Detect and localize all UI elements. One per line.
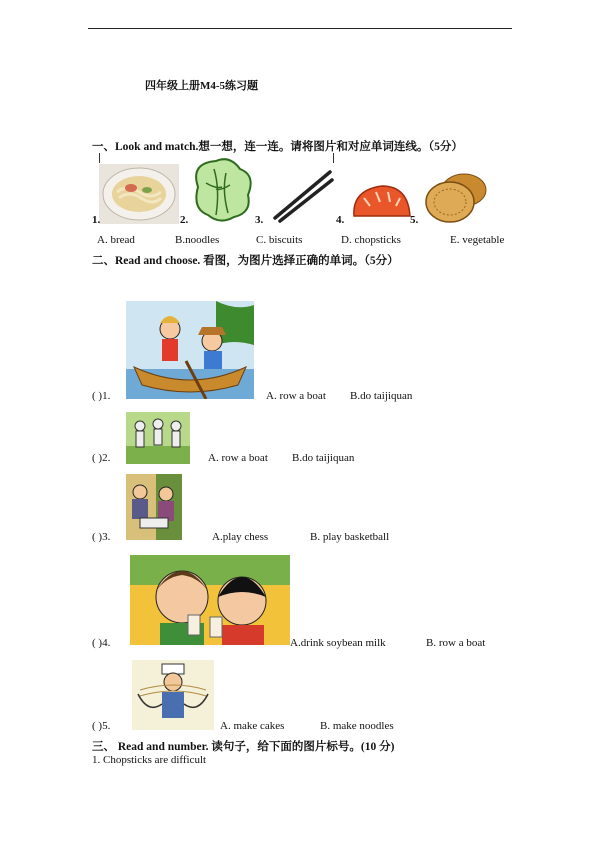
tick-mark	[333, 153, 334, 163]
drink-soybean-milk-image	[130, 555, 290, 645]
chopsticks-image	[270, 168, 335, 223]
option-a: A. bread	[97, 234, 135, 246]
option-b: B.noodles	[175, 234, 220, 246]
section3-sentence-1: 1. Chopsticks are difficult	[92, 754, 207, 766]
question-4-option-a: A.drink soybean milk	[290, 637, 386, 649]
top-rule	[88, 28, 512, 29]
noodles-bowl-image	[99, 164, 179, 224]
question-1-blank: ( )1.	[92, 390, 111, 402]
match-number-3: 3.	[255, 214, 264, 226]
row-a-boat-image	[126, 301, 254, 399]
play-chess-image	[126, 474, 182, 540]
option-d: D. chopsticks	[341, 234, 401, 246]
question-1-option-a: A. row a boat	[266, 390, 326, 402]
question-2-option-a: A. row a boat	[208, 452, 268, 464]
page-title: 四年级上册M4-5练习题	[145, 80, 259, 92]
match-number-5: 5.	[410, 214, 419, 226]
biscuits-image	[422, 170, 490, 226]
tick-mark	[99, 153, 100, 163]
bread-image	[350, 182, 412, 222]
cabbage-image	[186, 157, 256, 222]
question-5-blank: ( )5.	[92, 720, 111, 732]
option-e: E. vegetable	[450, 234, 505, 246]
match-number-1: 1.	[92, 214, 101, 226]
question-5-option-b: B. make noodles	[320, 720, 394, 732]
question-2-option-b: B.do taijiquan	[292, 452, 355, 464]
section1-heading: 一、Look and match.想一想，连一连。请将图片和对应单词连线。（5分）	[92, 141, 463, 153]
match-number-2: 2.	[180, 214, 189, 226]
question-3-blank: ( )3.	[92, 531, 111, 543]
match-number-4: 4.	[336, 214, 345, 226]
option-c: C. biscuits	[256, 234, 303, 246]
question-4-blank: ( )4.	[92, 637, 111, 649]
section2-heading: 二、Read and choose. 看图，为图片选择正确的单词。（5分）	[92, 255, 399, 267]
question-3-option-b: B. play basketball	[310, 531, 390, 543]
section3-heading: 三、 Read and number. 读句子，给下面的图片标号。(10 分)	[92, 741, 395, 753]
question-3-option-a: A.play chess	[212, 531, 269, 543]
make-noodles-image	[132, 660, 214, 730]
question-2-blank: ( )2.	[92, 452, 111, 464]
question-1-option-b: B.do taijiquan	[350, 390, 413, 402]
taijiquan-image	[126, 412, 190, 464]
question-4-option-b: B. row a boat	[426, 637, 486, 649]
question-5-option-a: A. make cakes	[220, 720, 285, 732]
